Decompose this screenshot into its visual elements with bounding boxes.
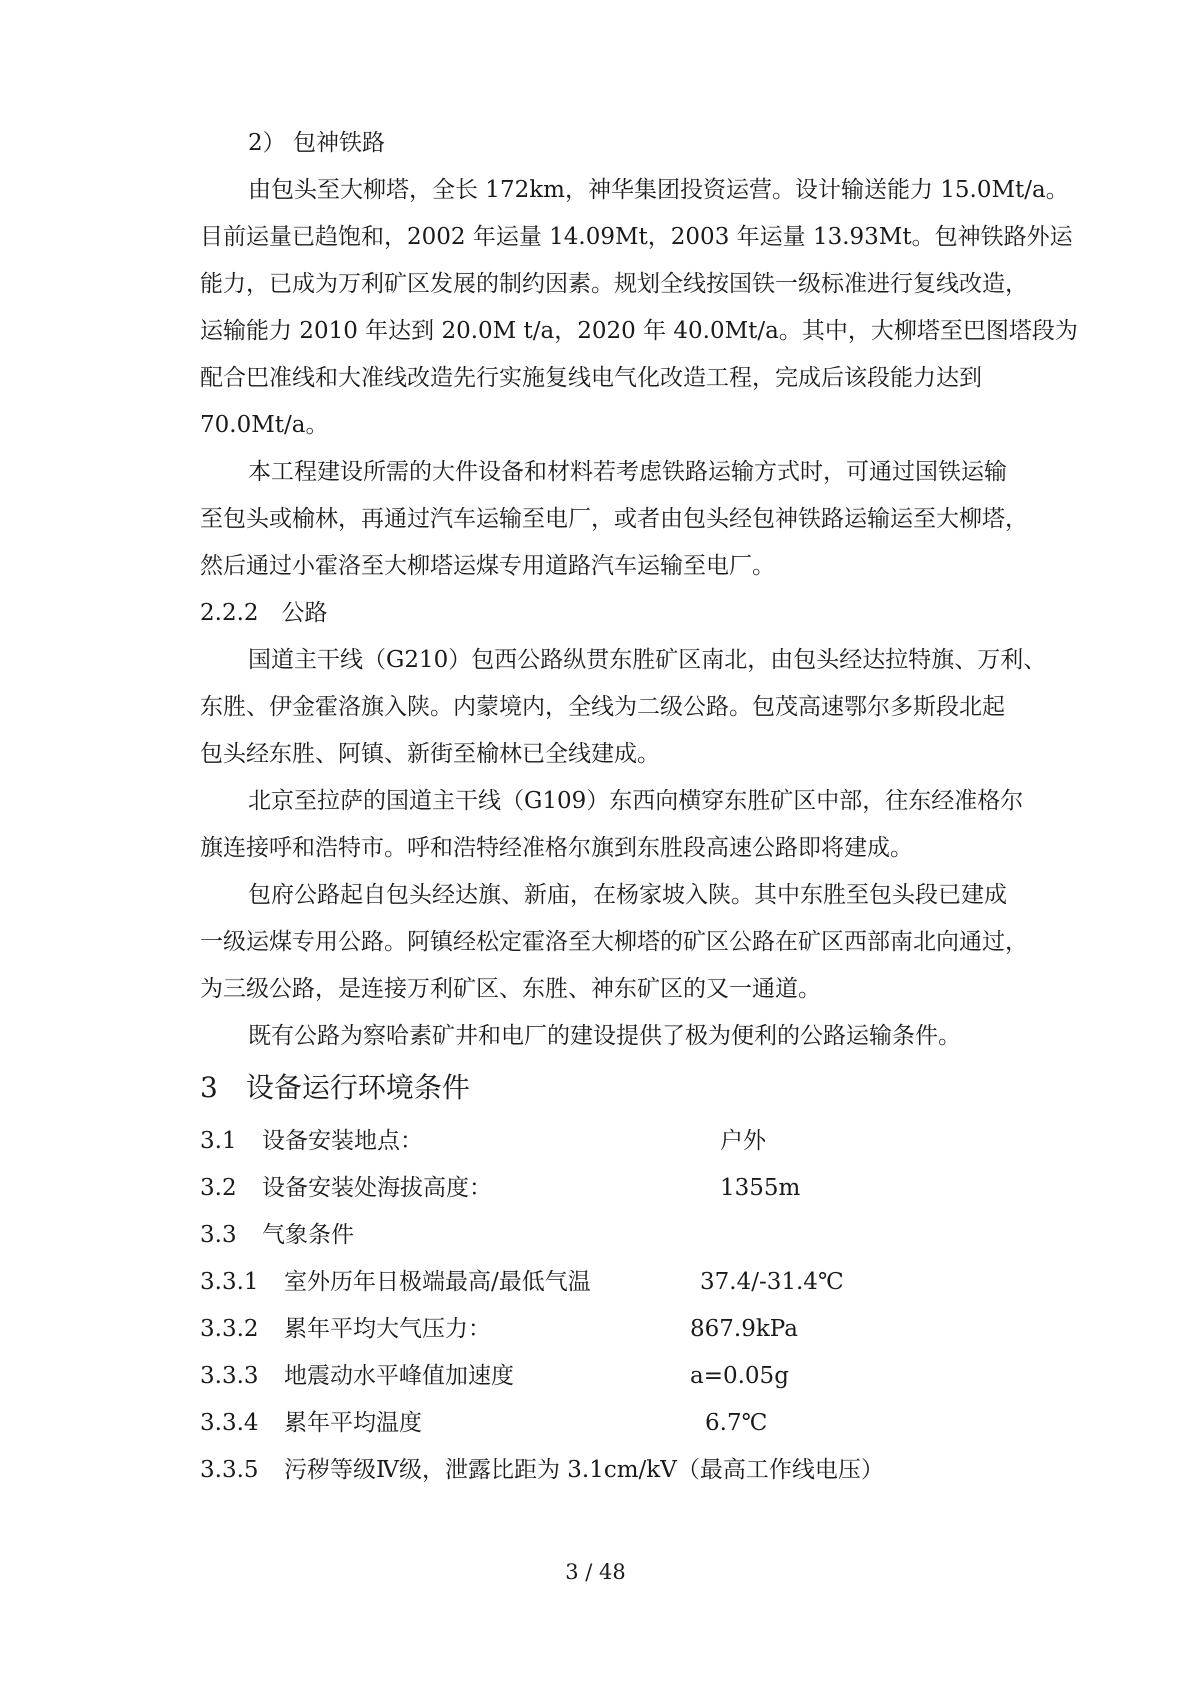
section-env <box>200 1058 1050 1494</box>
row-label: 室外历年日极端最高/最低气温 <box>284 1269 591 1295</box>
row-number: 3.3.4 <box>200 1410 259 1436</box>
row-value: 867.9kPa <box>690 1316 798 1342</box>
row-number: 3.1 <box>200 1128 237 1154</box>
paragraph-line: 包府公路起自包头经达旗、新庙，在杨家坡入陕。其中东胜至包头段已建成 <box>248 882 1007 908</box>
rail-title: 2） 包神铁路 <box>248 130 385 156</box>
row-value: 6.7℃ <box>705 1410 768 1436</box>
paragraph-line: 为三级公路，是连接万利矿区、东胜、神东矿区的又一通道。 <box>200 976 821 1002</box>
paragraph-line: 既有公路为察哈素矿井和电厂的建设提供了极为便利的公路运输条件。 <box>248 1023 961 1049</box>
env-heading: 3 设备运行环境条件 <box>200 1071 470 1104</box>
paragraph-line: 目前运量已趋饱和，2002 年运量 14.09Mt，2003 年运量 13.93Mt。包神铁路外运 <box>200 224 1073 250</box>
road-title: 2.2.2 公路 <box>200 600 328 626</box>
env-row <box>200 1165 1050 1212</box>
row-number: 3.2 <box>200 1175 237 1201</box>
row-label: 气象条件 <box>262 1222 354 1248</box>
env-row <box>200 1212 1050 1259</box>
row-number: 3.3.5 <box>200 1457 259 1483</box>
env-row <box>200 1118 1050 1165</box>
paragraph-line: 能力，已成为万利矿区发展的制约因素。规划全线按国铁一级标准进行复线改造， <box>200 271 1028 297</box>
row-value: a=0.05g <box>690 1363 789 1389</box>
paragraph-line: 东胜、伊金霍洛旗入陕。内蒙境内，全线为二级公路。包茂高速鄂尔多斯段北起 <box>200 694 1005 720</box>
env-row <box>200 1447 1050 1494</box>
env-row <box>200 1400 1050 1447</box>
row-number: 3.3.2 <box>200 1316 259 1342</box>
row-label: 污秽等级Ⅳ级，泄露比距为 3.1cm/kV（最高工作线电压） <box>284 1457 884 1483</box>
section-rail <box>200 120 1078 590</box>
paragraph-line: 本工程建设所需的大件设备和材料若考虑铁路运输方式时，可通过国铁运输 <box>248 459 1007 485</box>
row-value: 37.4/-31.4℃ <box>700 1269 844 1295</box>
paragraph-line: 运输能力 2010 年达到 20.0M t/a，2020 年 40.0Mt/a。其中，大柳塔至巴图塔段为 <box>200 318 1078 344</box>
paragraph-line: 旗连接呼和浩特市。呼和浩特经准格尔旗到东胜段高速公路即将建成。 <box>200 835 913 861</box>
row-label: 设备安装处海拔高度： <box>262 1175 492 1201</box>
section-road <box>200 590 1050 1060</box>
paragraph-line: 然后通过小霍洛至大柳塔运煤专用道路汽车运输至电厂。 <box>200 553 775 579</box>
row-number: 3.3.3 <box>200 1363 259 1389</box>
row-number: 3.3.1 <box>200 1269 259 1295</box>
page-number: 3 / 48 <box>565 1560 626 1584</box>
paragraph-line: 北京至拉萨的国道主干线（G109）东西向横穿东胜矿区中部，往东经准格尔 <box>248 788 1024 814</box>
paragraph-line: 国道主干线（G210）包西公路纵贯东胜矿区南北，由包头经达拉特旗、万利、 <box>248 647 1047 673</box>
row-value: 户外 <box>720 1128 766 1154</box>
paragraph-line: 由包头至大柳塔，全长 172km，神华集团投资运营。设计输送能力 15.0Mt/a。 <box>248 177 1069 203</box>
paragraph-line: 一级运煤专用公路。阿镇经松定霍洛至大柳塔的矿区公路在矿区西部南北向通过， <box>200 929 1028 955</box>
row-label: 地震动水平峰值加速度 <box>284 1363 514 1389</box>
row-label: 累年平均大气压力： <box>284 1316 491 1342</box>
env-row <box>200 1259 1050 1306</box>
row-label: 累年平均温度 <box>284 1410 422 1436</box>
paragraph-line: 至包头或榆林，再通过汽车运输至电厂，或者由包头经包神铁路运输运至大柳塔， <box>200 506 1028 532</box>
row-label: 设备安装地点： <box>262 1128 423 1154</box>
env-row <box>200 1353 1050 1400</box>
env-row <box>200 1306 1050 1353</box>
row-number: 3.3 <box>200 1222 237 1248</box>
row-value: 1355m <box>720 1175 801 1201</box>
paragraph-line: 70.0Mt/a。 <box>200 412 329 438</box>
paragraph-line: 配合巴准线和大准线改造先行实施复线电气化改造工程，完成后该段能力达到 <box>200 365 982 391</box>
paragraph-line: 包头经东胜、阿镇、新街至榆林已全线建成。 <box>200 741 660 767</box>
